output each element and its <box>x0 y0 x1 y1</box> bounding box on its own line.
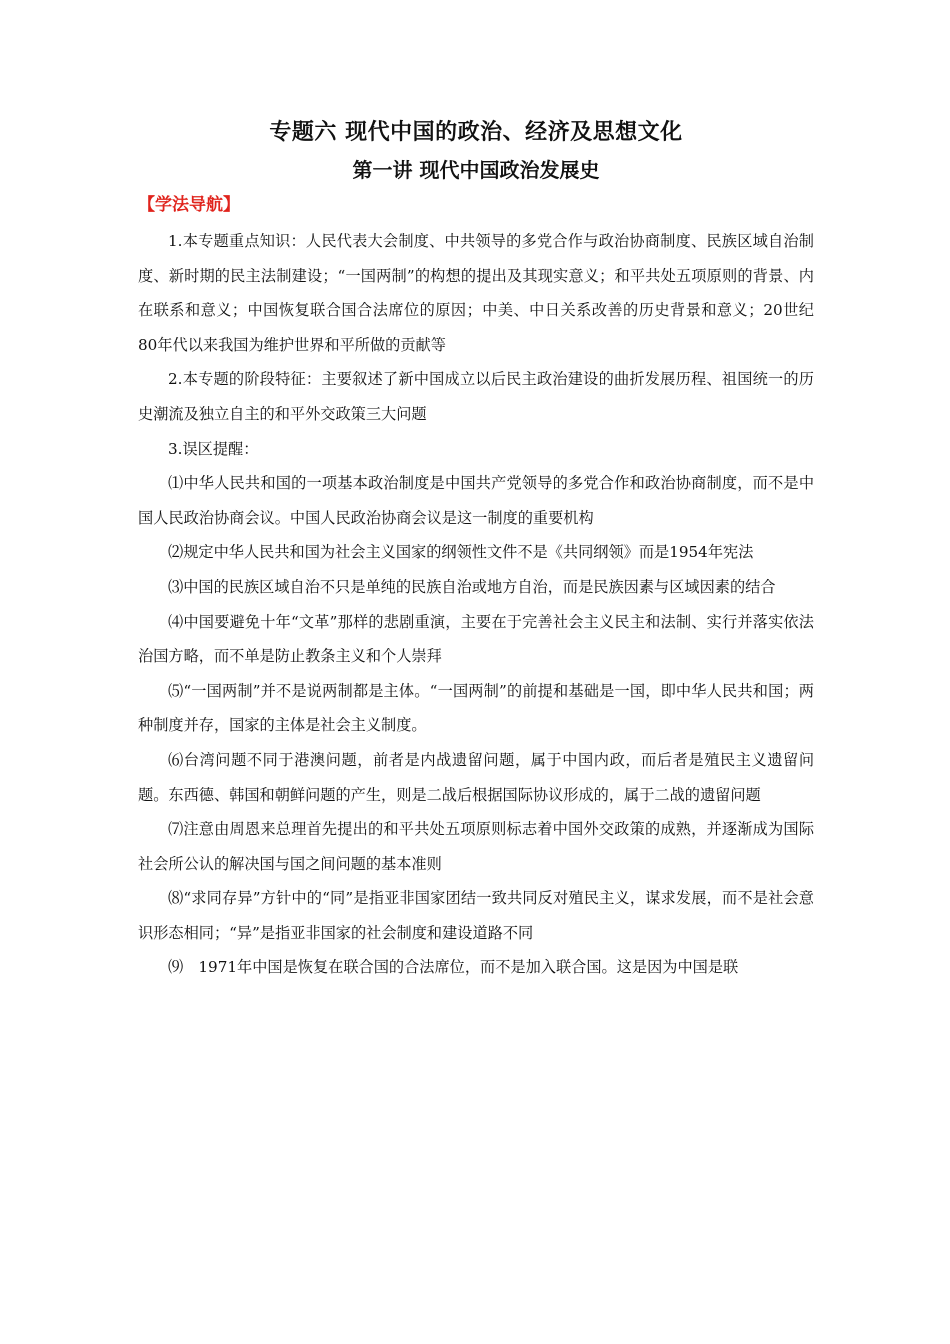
paragraph-stage-features: 2.本专题的阶段特征：主要叙述了新中国成立以后民主政治建设的曲折发展历程、祖国统一的历史潮流及独立自主的和平外交政策三大问题 <box>138 370 814 423</box>
paragraph-misconception-1: ⑴中华人民共和国的一项基本政治制度是中国共产党领导的多党合作和政治协商制度，而不是中国人民政治协商会议。中国人民政治协商会议是这一制度的重要机构 <box>138 474 814 527</box>
paragraph-misconception-4: ⑷中国要避免十年“文革”那样的悲剧重演，主要在于完善社会主义民主和法制、实行并落实依法治国方略，而不单是防止教条主义和个人崇拜 <box>138 612 814 666</box>
document-page <box>138 118 814 985</box>
paragraph-misconception-9: ⑼ 1971年中国是恢复在联合国的合法席位，而不是加入联合国。这是因为中国是联 <box>168 958 739 977</box>
paragraph-key-knowledge: 1.本专题重点知识：人民代表大会制度、中共领导的多党合作与政治协商制度、民族区域自治制度、新时期的民主法制建设；“一国两制”的构想的提出及其现实意义；和平共处五项原则的背景、内在联系和意义；中国恢复联合国合法席位的原因；中美、中日关系改善的历史背景和意义；20世纪80年代以来我国为维护世界和平所做的贡献等 <box>138 232 814 354</box>
document-title: 专题六 现代中国的政治、经济及思想文化 <box>269 120 683 145</box>
lecture-subtitle: 第一讲 现代中国政治发展史 <box>352 158 600 182</box>
section-label-study-guide: 【学法导航】 <box>138 195 240 215</box>
paragraph-misconception-7: ⑺注意由周恩来总理首先提出的和平共处五项原则标志着中国外交政策的成熟，并逐渐成为国际社会所公认的解决国与国之间问题的基本准则 <box>138 820 814 873</box>
paragraph-misconception-8: ⑻“求同存异”方针中的“同”是指亚非国家团结一致共同反对殖民主义，谋求发展，而不是社会意识形态相同；“异”是指亚非国家的社会制度和建设道路不同 <box>138 889 814 942</box>
paragraph-misconception-2: ⑵规定中华人民共和国为社会主义国家的纲领性文件不是《共同纲领》而是1954年宪法 <box>168 543 754 562</box>
paragraph-misconception-6: ⑹台湾问题不同于港澳问题，前者是内战遗留问题，属于中国内政，而后者是殖民主义遗留问题。东西德、韩国和朝鲜问题的产生，则是二战后根据国际协议形成的，属于二战的遗留问题 <box>138 750 814 804</box>
paragraph-misconception-3: ⑶中国的民族区域自治不只是单纯的民族自治或地方自治，而是民族因素与区域因素的结合 <box>168 577 776 596</box>
paragraph-misconception-heading: 3.误区提醒： <box>168 439 259 458</box>
paragraph-misconception-5: ⑸“一国两制”并不是说两制都是主体。“一国两制”的前提和基础是一国，即中华人民共和国；两种制度并存，国家的主体是社会主义制度。 <box>138 681 814 735</box>
